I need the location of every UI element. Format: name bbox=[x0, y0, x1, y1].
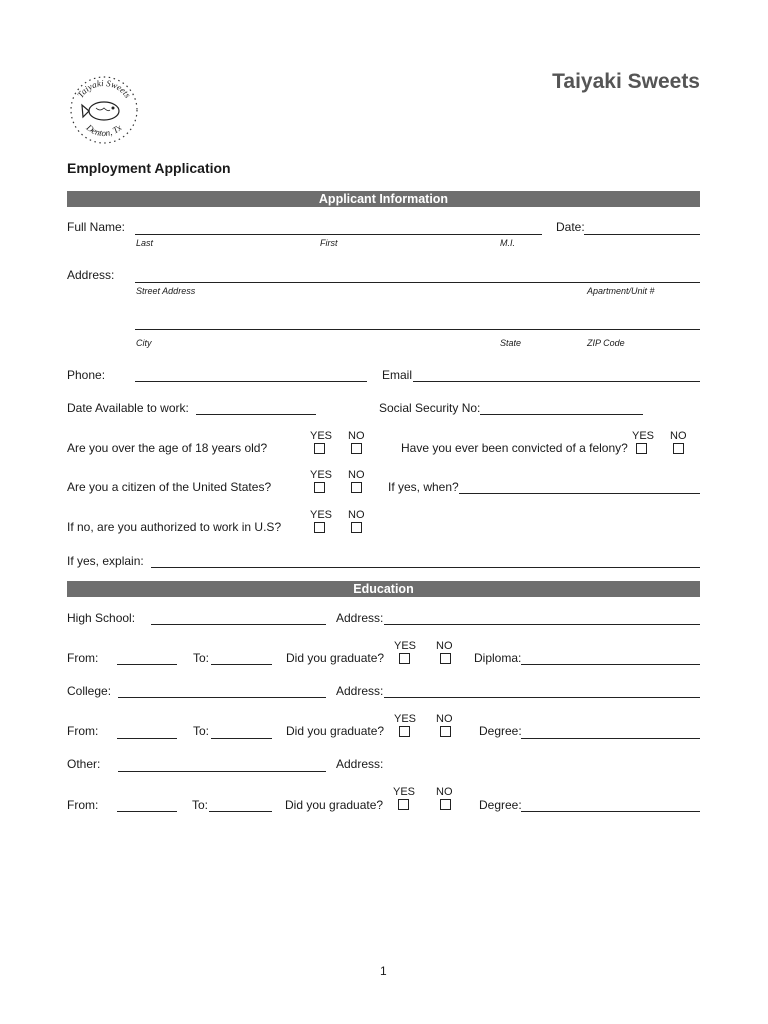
hs-from-label: From: bbox=[67, 651, 99, 665]
authorized-yes-checkbox[interactable] bbox=[314, 522, 325, 533]
other-graduate-yes-checkbox[interactable] bbox=[398, 799, 409, 810]
street-address-field[interactable] bbox=[135, 282, 700, 283]
if-yes-when-field[interactable] bbox=[459, 493, 700, 494]
page-number: 1 bbox=[380, 964, 387, 978]
high-school-label: High School: bbox=[67, 611, 136, 625]
other-graduate-question: Did you graduate? bbox=[285, 798, 384, 812]
high-school-field[interactable] bbox=[151, 624, 326, 625]
felony-no-label: NO bbox=[670, 430, 687, 442]
college-address-label: Address: bbox=[336, 684, 384, 698]
age-yes-checkbox[interactable] bbox=[314, 443, 325, 454]
diploma-label: Diploma: bbox=[474, 651, 522, 665]
other-field[interactable] bbox=[118, 771, 326, 772]
age-no-label: NO bbox=[348, 430, 365, 442]
college-to-field[interactable] bbox=[211, 738, 272, 739]
hs-graduate-yes-checkbox[interactable] bbox=[399, 653, 410, 664]
other-from-field[interactable] bbox=[117, 811, 177, 812]
hs-no-label: NO bbox=[436, 640, 453, 652]
company-name: Taiyaki Sweets bbox=[552, 70, 700, 93]
citizen-yes-checkbox[interactable] bbox=[314, 482, 325, 493]
date-label: Date: bbox=[556, 220, 585, 234]
college-no-label: NO bbox=[436, 713, 453, 725]
citizen-no-label: NO bbox=[348, 469, 365, 481]
citizen-no-checkbox[interactable] bbox=[351, 482, 362, 493]
full-name-field[interactable] bbox=[135, 234, 542, 235]
college-degree-label: Degree: bbox=[479, 724, 522, 738]
zip-sublabel: ZIP Code bbox=[587, 338, 625, 348]
college-to-label: To: bbox=[193, 724, 210, 738]
if-yes-when-label: If yes, when? bbox=[388, 480, 459, 494]
date-available-field[interactable] bbox=[196, 414, 316, 415]
high-school-address-field[interactable] bbox=[384, 624, 700, 625]
svg-text:Denton, Tx: Denton, Tx bbox=[84, 122, 124, 139]
ssn-field[interactable] bbox=[480, 414, 643, 415]
address-label: Address: bbox=[67, 268, 115, 282]
age-question: Are you over the age of 18 years old? bbox=[67, 441, 268, 455]
city-state-zip-field[interactable] bbox=[135, 329, 700, 330]
other-label: Other: bbox=[67, 757, 101, 771]
svg-text:Taiyaki Sweets: Taiyaki Sweets bbox=[75, 77, 133, 100]
college-graduate-no-checkbox[interactable] bbox=[440, 726, 451, 737]
other-to-field[interactable] bbox=[209, 811, 272, 812]
hs-from-field[interactable] bbox=[117, 664, 177, 665]
felony-yes-checkbox[interactable] bbox=[636, 443, 647, 454]
other-graduate-no-checkbox[interactable] bbox=[440, 799, 451, 810]
other-degree-label: Degree: bbox=[479, 798, 522, 812]
felony-no-checkbox[interactable] bbox=[673, 443, 684, 454]
company-logo bbox=[66, 72, 142, 148]
college-from-label: From: bbox=[67, 724, 99, 738]
college-label: College: bbox=[67, 684, 112, 698]
last-sublabel: Last bbox=[136, 238, 154, 248]
phone-label: Phone: bbox=[67, 368, 106, 382]
hs-to-field[interactable] bbox=[211, 664, 272, 665]
street-address-sublabel: Street Address bbox=[136, 286, 196, 296]
age-yes-label: YES bbox=[310, 430, 333, 442]
apartment-sublabel: Apartment/Unit # bbox=[587, 286, 655, 296]
authorized-yes-label: YES bbox=[310, 509, 333, 521]
hs-graduate-no-checkbox[interactable] bbox=[440, 653, 451, 664]
phone-field[interactable] bbox=[135, 381, 367, 382]
hs-to-label: To: bbox=[193, 651, 210, 665]
authorized-no-checkbox[interactable] bbox=[351, 522, 362, 533]
college-graduate-yes-checkbox[interactable] bbox=[399, 726, 410, 737]
state-sublabel: State bbox=[500, 338, 522, 348]
citizen-yes-label: YES bbox=[310, 469, 333, 481]
college-from-field[interactable] bbox=[117, 738, 177, 739]
citizen-question: Are you a citizen of the United States? bbox=[67, 480, 272, 494]
date-field[interactable] bbox=[584, 234, 700, 235]
other-address-label: Address: bbox=[336, 757, 384, 771]
college-address-field[interactable] bbox=[384, 697, 700, 698]
email-field[interactable] bbox=[413, 381, 700, 382]
hs-yes-label: YES bbox=[394, 640, 417, 652]
other-no-label: NO bbox=[436, 786, 453, 798]
city-sublabel: City bbox=[136, 338, 152, 348]
date-available-label: Date Available to work: bbox=[67, 401, 189, 415]
ssn-label: Social Security No: bbox=[379, 401, 481, 415]
explain-field[interactable] bbox=[151, 567, 700, 568]
form-title: Employment Application bbox=[67, 160, 231, 176]
hs-graduate-question: Did you graduate? bbox=[286, 651, 385, 665]
high-school-address-label: Address: bbox=[336, 611, 384, 625]
other-from-label: From: bbox=[67, 798, 99, 812]
authorized-no-label: NO bbox=[348, 509, 365, 521]
age-no-checkbox[interactable] bbox=[351, 443, 362, 454]
college-yes-label: YES bbox=[394, 713, 417, 725]
if-yes-explain-label: If yes, explain: bbox=[67, 554, 144, 568]
felony-yes-label: YES bbox=[632, 430, 655, 442]
other-yes-label: YES bbox=[393, 786, 416, 798]
first-sublabel: First bbox=[320, 238, 338, 248]
college-degree-field[interactable] bbox=[521, 738, 700, 739]
authorized-question: If no, are you authorized to work in U.S? bbox=[67, 520, 282, 534]
college-graduate-question: Did you graduate? bbox=[286, 724, 385, 738]
other-to-label: To: bbox=[192, 798, 209, 812]
other-degree-field[interactable] bbox=[521, 811, 700, 812]
college-field[interactable] bbox=[118, 697, 326, 698]
mi-sublabel: M.I. bbox=[500, 238, 515, 248]
email-label: Email bbox=[382, 368, 413, 382]
diploma-field[interactable] bbox=[521, 664, 700, 665]
section-education: Education bbox=[67, 581, 700, 597]
felony-question: Have you ever been convicted of a felony? bbox=[401, 441, 628, 455]
section-applicant-information: Applicant Information bbox=[67, 191, 700, 207]
full-name-label: Full Name: bbox=[67, 220, 126, 234]
